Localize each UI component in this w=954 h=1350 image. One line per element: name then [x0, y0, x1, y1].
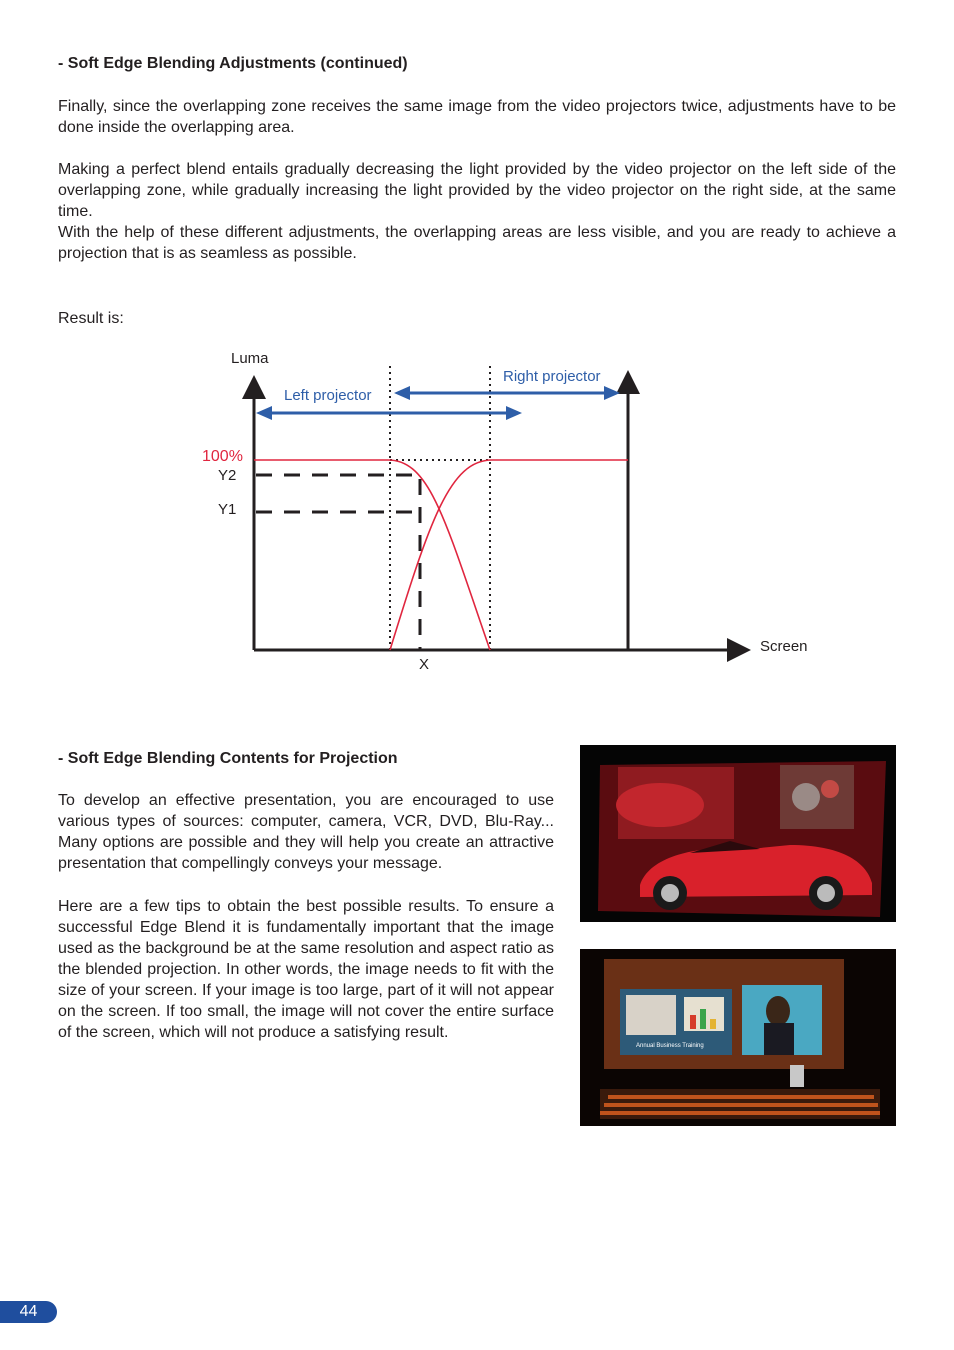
luma-label: Luma: [231, 350, 269, 367]
page-number: 44: [0, 1301, 57, 1323]
level-100-label: 100%: [202, 448, 243, 465]
section-heading-adjustments: - Soft Edge Blending Adjustments (continued): [58, 55, 408, 72]
result-label: Result is:: [58, 310, 124, 327]
left-projector-curve: [254, 460, 490, 650]
photo-car-projection: [580, 745, 896, 922]
paragraph-seamless: With the help of these different adjustments, the overlapping areas are less visible, and you are ready to achieve a projection that is as seamless as possible.: [58, 224, 896, 262]
right-projector-curve: [390, 460, 628, 650]
right-projector-arrow: [394, 386, 620, 400]
right-projector-label: Right projector: [503, 368, 601, 385]
paragraph-sources: To develop an effective presentation, you are encouraged to use various types of sources: computer, camera, VCR, DVD, Blu-Ray... Many options are possible and they will help you create an attractive presentation that compellingly conveys your message.: [58, 792, 554, 872]
paragraph-overlap-intro: Finally, since the overlapping zone receives the same image from the video projectors twice, adjustments have to be done inside the overlapping area.: [58, 98, 896, 136]
training-caption: Annual Business Training: [636, 1043, 704, 1049]
photo-conference-projection: [580, 949, 896, 1126]
paragraph-blend-explanation: Making a perfect blend entails gradually decreasing the light provided by the video projector on the left side of the overlapping zone, while gradually increasing the light provided by the video projector on the right side, at the same time.: [58, 161, 896, 220]
left-projector-label: Left projector: [284, 387, 372, 404]
paragraph-tips: Here are a few tips to obtain the best possible results. To ensure a successful Edge Blend it is fundamentally important that the image used as the background be at the same resolution and aspect ratio as the blended projection. In other words, the image needs to fit with the size of your screen. If your image is too large, part of it will not appear on the screen. If too small, the image will not cover the entire surface of the screen, which will not produce a satisfying result.: [58, 898, 554, 1041]
blend-diagram: [0, 340, 954, 680]
section-heading-contents: - Soft Edge Blending Contents for Projection: [58, 750, 398, 767]
y2-label: Y2: [218, 467, 237, 484]
x-label: X: [419, 656, 430, 673]
y2-guide: [256, 475, 420, 650]
y1-label: Y1: [218, 501, 237, 518]
screen-label: Screen: [760, 638, 808, 655]
